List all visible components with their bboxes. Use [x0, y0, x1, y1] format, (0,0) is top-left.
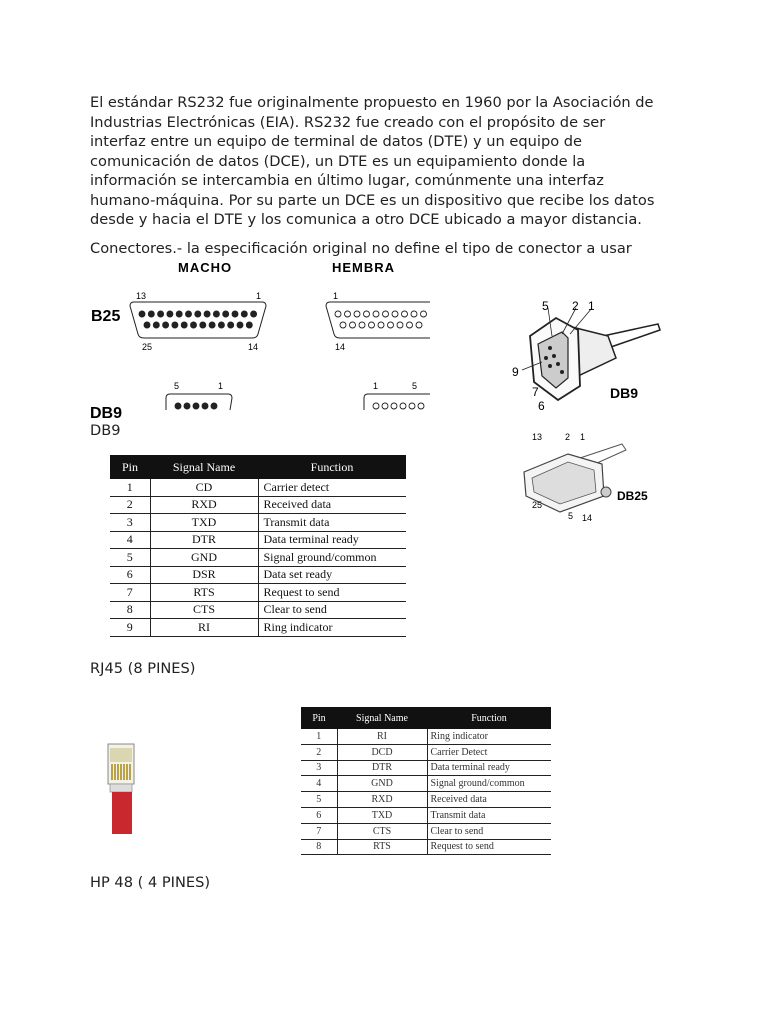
function-cell: Signal ground/common — [258, 549, 406, 567]
table-row — [301, 729, 551, 744]
pin-cell: 4 — [301, 776, 337, 792]
male-title: MACHO — [178, 260, 233, 275]
b25-label: B25 — [91, 308, 121, 325]
connector-pin — [148, 311, 154, 317]
connector-pin — [378, 322, 384, 328]
signal-cell: DCD — [337, 744, 427, 760]
connector-figure — [90, 260, 425, 422]
db9-heading: DB9 — [90, 422, 121, 439]
connector-pin — [200, 322, 206, 328]
function-cell: Data set ready — [258, 566, 406, 584]
connector-pin — [388, 322, 394, 328]
db9-pin-table — [110, 455, 406, 637]
db25-male-shell — [130, 302, 266, 338]
connector-pin — [418, 403, 424, 409]
pin-number: 1 — [588, 299, 595, 313]
connector-pin — [181, 322, 187, 328]
pin-number: 2 — [572, 299, 579, 313]
pin-number: 13 — [532, 432, 543, 442]
column-header: Pin — [301, 707, 337, 729]
column-header: Function — [427, 707, 551, 729]
connector-pin — [246, 322, 252, 328]
pin-number: 2 — [565, 432, 571, 442]
function-cell: Request to send — [427, 839, 551, 855]
pin-cell: 6 — [110, 566, 150, 584]
signal-cell: CTS — [337, 823, 427, 839]
intro-line: comunicación de datos (DCE), un DTE es un equipamiento donde la — [90, 152, 586, 170]
pin-cell: 2 — [301, 744, 337, 760]
table-row — [301, 744, 551, 760]
rj45-table — [301, 707, 551, 855]
function-cell: Ring indicator — [258, 619, 406, 637]
connector-pin — [364, 311, 370, 317]
signal-cell: RTS — [150, 584, 258, 602]
connector-pin — [228, 322, 234, 328]
db9-photo-drawing — [508, 296, 663, 414]
function-cell: Received data — [258, 496, 406, 514]
connector-pin — [382, 403, 388, 409]
column-header: Signal Name — [150, 455, 258, 479]
pin-cell: 5 — [301, 792, 337, 808]
connector-pin — [176, 311, 182, 317]
table-row — [110, 479, 406, 496]
signal-cell: TXD — [150, 514, 258, 532]
pin-number: 13 — [136, 291, 147, 301]
table-row — [301, 823, 551, 839]
connector-pin — [195, 311, 201, 317]
connector-pin — [345, 311, 351, 317]
function-cell: Data terminal ready — [427, 760, 551, 776]
signal-cell: RI — [150, 619, 258, 637]
pin-cell: 2 — [110, 496, 150, 514]
connector-pin — [223, 311, 229, 317]
pin-number: 1 — [373, 381, 379, 391]
signal-cell: RTS — [337, 839, 427, 855]
connector-pin — [340, 322, 346, 328]
pin-number: 14 — [582, 513, 593, 523]
connector-pin — [158, 311, 164, 317]
db25-photo-label: DB25 — [617, 489, 648, 503]
female-title: HEMBRA — [332, 260, 396, 275]
intro-line: El estándar RS232 fue originalmente propuesto en 1960 por la Asociación de — [90, 94, 654, 111]
connector-pin — [354, 311, 360, 317]
signal-cell: DTR — [150, 531, 258, 549]
table-row — [110, 496, 406, 514]
connector-pin — [392, 311, 398, 317]
connector-pin — [184, 403, 190, 409]
pin-number: 1 — [218, 381, 224, 391]
connector-pin — [172, 322, 178, 328]
connector-pin — [167, 311, 173, 317]
intro-line: humano-máquina. Por su parte un DCE es un dispositivo que recibe los datos — [90, 191, 655, 209]
intro-line: desde y hacia el DTE y los comunica a otro DCE ubicado a mayor distancia. — [90, 211, 642, 228]
function-cell: Ring indicator — [427, 729, 551, 744]
connector-pin — [411, 311, 417, 317]
function-cell: Carrier detect — [258, 479, 406, 496]
function-cell: Data terminal ready — [258, 531, 406, 549]
signal-cell: DSR — [150, 566, 258, 584]
rj45-plug-drawing — [100, 740, 140, 835]
pin-number: 5 — [542, 299, 549, 313]
pin-cell: 5 — [110, 549, 150, 567]
connector-pin — [163, 322, 169, 328]
connector-pin — [241, 311, 247, 317]
function-cell: Clear to send — [427, 823, 551, 839]
connector-pin — [397, 322, 403, 328]
pin-cell: 8 — [110, 601, 150, 619]
rj45-table-body — [301, 729, 551, 855]
connector-pin — [400, 403, 406, 409]
pin-cell: 3 — [301, 760, 337, 776]
connector-pin — [144, 322, 150, 328]
pin-number: 9 — [512, 365, 519, 379]
signal-cell: DTR — [337, 760, 427, 776]
connector-pin — [209, 322, 215, 328]
db25-female-pins — [335, 311, 427, 328]
function-cell: Signal ground/common — [427, 776, 551, 792]
pin-number: 5 — [174, 381, 180, 391]
connector-pin — [232, 311, 238, 317]
table-row — [110, 514, 406, 532]
pin-cell: 9 — [110, 619, 150, 637]
rj45-cable — [112, 792, 132, 834]
connector-pin — [204, 311, 210, 317]
pin-number: 14 — [248, 342, 259, 352]
pin-cell: 3 — [110, 514, 150, 532]
pin-cell: 1 — [110, 479, 150, 496]
pin-cell: 6 — [301, 807, 337, 823]
table-row — [110, 584, 406, 602]
function-cell: Transmit data — [427, 807, 551, 823]
connector-pin — [391, 403, 397, 409]
pin-number: 1 — [256, 291, 262, 301]
connector-pin — [407, 322, 413, 328]
pin-number: 1 — [333, 291, 339, 301]
connector-pin — [139, 311, 145, 317]
function-cell: Carrier Detect — [427, 744, 551, 760]
table-row — [110, 566, 406, 584]
connector-pin — [402, 311, 408, 317]
connectors-line: Conectores.- la especificación original no define el tipo de conector a usar — [90, 240, 632, 257]
table-header-row — [301, 707, 551, 729]
signal-cell: RXD — [150, 496, 258, 514]
function-cell: Clear to send — [258, 601, 406, 619]
connector-pin — [193, 403, 199, 409]
intro-line: interfaz entre un equipo de terminal de datos (DTE) y un equipo de — [90, 133, 583, 150]
column-header: Function — [258, 455, 406, 479]
connector-pin — [335, 311, 341, 317]
pin-cell: 7 — [301, 823, 337, 839]
connector-pin — [409, 403, 415, 409]
rj45-heading: RJ45 (8 PINES) — [90, 660, 196, 677]
db25-male-pins — [139, 311, 257, 328]
pin-cell: 8 — [301, 839, 337, 855]
connector-pin — [373, 403, 379, 409]
db9-table — [110, 455, 406, 637]
connector-pin — [186, 311, 192, 317]
signal-cell: GND — [337, 776, 427, 792]
db9-connector-photo — [508, 296, 663, 414]
hp48-heading: HP 48 ( 4 PINES) — [90, 874, 211, 891]
intro-paragraph — [90, 93, 690, 230]
db9-cut-label: DB9 — [90, 405, 123, 422]
connector-pin — [416, 322, 422, 328]
connector-pin — [369, 322, 375, 328]
table-row — [301, 760, 551, 776]
signal-cell: RI — [337, 729, 427, 744]
intro-line: información se intercambia en último lugar, comúnmente una interfaz — [90, 172, 604, 189]
connector-pin — [218, 322, 224, 328]
signal-cell: RXD — [337, 792, 427, 808]
connector-pin — [383, 311, 389, 317]
signal-cell: CD — [150, 479, 258, 496]
table-row — [301, 776, 551, 792]
function-cell: Request to send — [258, 584, 406, 602]
connector-pin — [213, 311, 219, 317]
table-row — [301, 839, 551, 855]
pin-number: 25 — [532, 500, 543, 510]
pin-cell: 1 — [301, 729, 337, 744]
signal-cell: GND — [150, 549, 258, 567]
pin-number: 25 — [142, 342, 153, 352]
table-row — [110, 619, 406, 637]
db9-table-body — [110, 479, 406, 636]
connector-pin — [421, 311, 427, 317]
column-header: Pin — [110, 455, 150, 479]
function-cell: Transmit data — [258, 514, 406, 532]
db25-connector-photo — [510, 430, 660, 525]
rj45-pin-table — [301, 707, 551, 855]
connector-pin — [175, 403, 181, 409]
signal-cell: CTS — [150, 601, 258, 619]
db25-female-shell — [326, 302, 430, 306]
pin-number: 7 — [532, 385, 539, 399]
connector-pin — [373, 311, 379, 317]
table-row — [301, 807, 551, 823]
connector-pin — [251, 311, 257, 317]
connector-pin — [350, 322, 356, 328]
intro-line: Industrias Electrónicas (EIA). RS232 fue creado con el propósito de ser — [90, 113, 606, 131]
pin-cell: 4 — [110, 531, 150, 549]
db9-photo-label: DB9 — [610, 385, 639, 401]
connector-pin — [359, 322, 365, 328]
table-header-row — [110, 455, 406, 479]
rj45-plug-image — [100, 740, 140, 835]
table-row — [301, 792, 551, 808]
db9-male-pins — [175, 403, 217, 409]
connector-pin — [237, 322, 243, 328]
connector-pin — [153, 322, 159, 328]
signal-cell: TXD — [337, 807, 427, 823]
column-header: Signal Name — [337, 707, 427, 729]
pin-number: 5 — [568, 511, 574, 521]
db25-photo-drawing — [510, 430, 660, 525]
db9-female-pins — [373, 403, 424, 409]
pin-cell: 7 — [110, 584, 150, 602]
table-row — [110, 601, 406, 619]
connector-drawing — [90, 262, 425, 422]
connector-pin — [202, 403, 208, 409]
connector-pin — [211, 403, 217, 409]
pin-number: 14 — [335, 342, 346, 352]
function-cell: Received data — [427, 792, 551, 808]
connector-pin — [191, 322, 197, 328]
pin-number: 1 — [580, 432, 586, 442]
pin-number: 5 — [412, 381, 418, 391]
table-row — [110, 549, 406, 567]
table-row — [110, 531, 406, 549]
pin-number: 6 — [538, 399, 545, 413]
